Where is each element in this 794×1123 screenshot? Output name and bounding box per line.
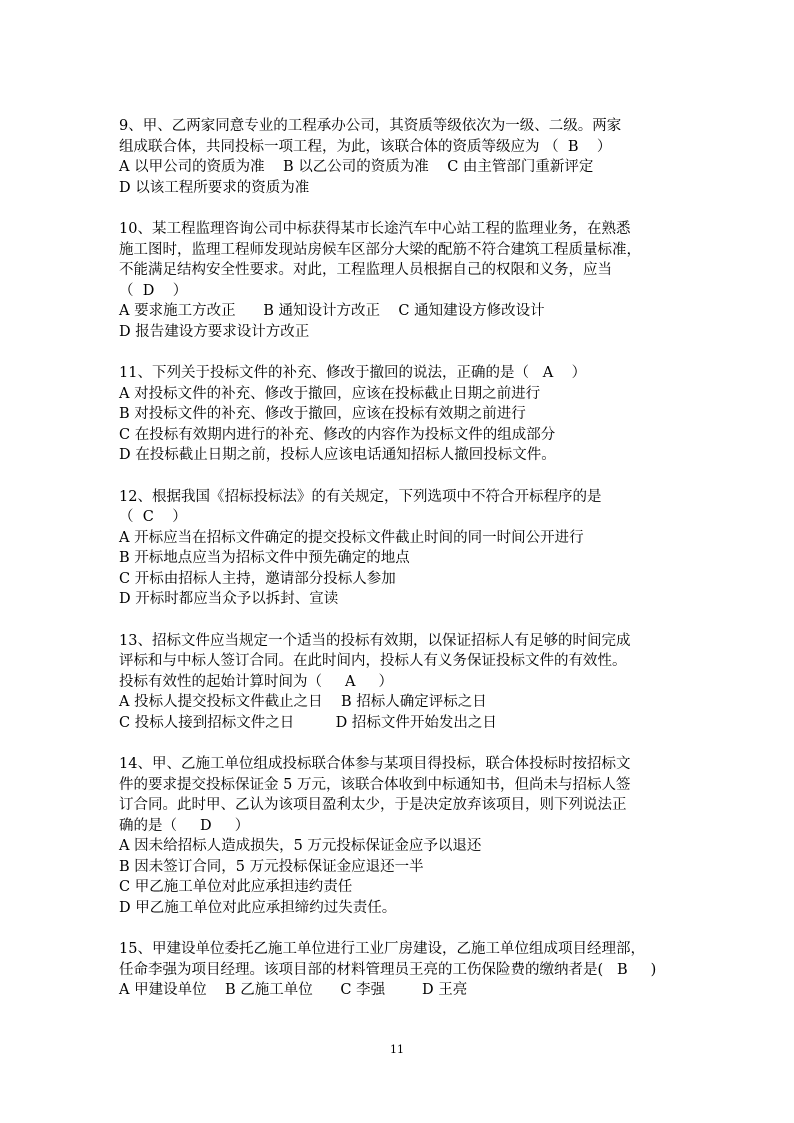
- answer-option-line: B 开标地点应当为招标文件中预先确定的地点: [119, 550, 410, 566]
- answer-option-line: A 要求施工方改正 B 通知设计方改正 C 通知建设方修改设计: [119, 303, 545, 319]
- question-stem-line: 11、下列关于投标文件的补充、修改于撤回的说法，正确的是（ A ）: [119, 365, 587, 381]
- question-stem-line: 订合同。此时甲、乙认为该项目盈利太少，于是决定放弃该项目，则下列说法正: [119, 797, 627, 813]
- answer-option-line: C 开标由招标人主持，邀请部分投标人参加: [119, 570, 396, 587]
- question-stem-line: 确的是（ D ）: [119, 817, 250, 834]
- question-stem-line: 12、根据我国《招标投标法》的有关规定，下列选项中不符合开标程序的是: [119, 488, 602, 505]
- question-stem-line: 不能满足结构安全性要求。对此，工程监理人员根据自己的权限和义务，应当: [119, 262, 612, 278]
- page-number: 11: [390, 1043, 404, 1056]
- question-block: [119, 631, 679, 734]
- question-stem-line: 15、甲建设单位委托乙施工单位进行工业厂房建设，乙施工单位组成项目经理部，: [119, 941, 645, 957]
- question-block: [119, 939, 679, 1001]
- answer-option-line: A 以甲公司的资质为准 B 以乙公司的资质为准 C 由主管部门重新评定: [119, 159, 594, 175]
- question-stem-line: 件的要求提交投标保证金 5 万元，该联合体收到中标通知书，但尚未与招标人签: [119, 776, 631, 793]
- answer-option-line: D 报告建设方要求设计方改正: [119, 323, 310, 340]
- answer-option-line: D 以该工程所要求的资质为准: [119, 179, 310, 196]
- answer-option-line: D 开标时都应当众予以拆封、宣读: [119, 591, 339, 607]
- question-stem-line: 施工图时，监理工程师发现站房候车区部分大梁的配筋不符合建筑工程质量标准，: [119, 241, 641, 258]
- question-stem-line: 投标有效性的起始计算时间为（ A ）: [119, 673, 394, 690]
- question-stem-line: （ D ）: [119, 282, 188, 299]
- question-stem-line: 14、甲、乙施工单位组成投标联合体参与某项目得投标，联合体投标时按招标文: [119, 756, 631, 772]
- answer-option-line: A 投标人提交投标文件截止之日 B 招标人确定评标之日: [119, 694, 487, 710]
- question-stem-line: （ C ）: [119, 509, 187, 525]
- question-list: [119, 116, 679, 1022]
- answer-option-line: A 甲建设单位 B 乙施工单位 C 李强 D 王亮: [119, 982, 468, 998]
- answer-option-line: D 在投标截止日期之前，投标人应该电话通知招标人撤回投标文件。: [119, 447, 556, 463]
- question-stem-line: 组成联合体，共同投标一项工程，为此，该联合体的资质等级应为 （ B ）: [119, 138, 612, 155]
- question-stem-line: 评标和与中标人签订合同。在此时间内，投标人有义务保证投标文件的有效性。: [119, 653, 627, 669]
- question-stem-line: 任命李强为项目经理。该项目部的材料管理员王亮的工伤保险费的缴纳者是( B ): [119, 961, 657, 978]
- question-stem-line: 9、甲、乙两家同意专业的工程承办公司，其资质等级依次为一级、二级。两家: [119, 118, 622, 134]
- answer-option-line: A 因未给招标人造成损失，5 万元投标保证金应予以退还: [119, 838, 482, 854]
- answer-option-line: B 对投标文件的补充、修改于撤回，应该在投标有效期之前进行: [119, 406, 526, 422]
- question-block: [119, 754, 679, 918]
- answer-option-line: C 在投标有效期内进行的补充、修改的内容作为投标文件的组成部分: [119, 426, 556, 443]
- answer-option-line: C 甲乙施工单位对此应承担违约责任: [119, 879, 353, 895]
- answer-option-line: B 因未签订合同，5 万元投标保证金应退还一半: [119, 858, 424, 875]
- question-block: [119, 487, 679, 610]
- answer-option-line: C 投标人接到招标文件之日 D 招标文件开始发出之日: [119, 714, 497, 731]
- question-block: [119, 219, 679, 342]
- answer-option-line: D 甲乙施工单位对此应承担缔约过失责任。: [119, 899, 397, 916]
- answer-option-line: A 对投标文件的补充、修改于撤回，应该在投标截止日期之前进行: [119, 385, 541, 402]
- question-stem-line: 10、某工程监理咨询公司中标获得某市长途汽车中心站工程的监理业务，在熟悉: [119, 221, 631, 237]
- question-block: [119, 116, 679, 198]
- question-stem-line: 13、招标文件应当规定一个适当的投标有效期，以保证招标人有足够的时间完成: [119, 632, 631, 649]
- question-block: [119, 363, 679, 466]
- answer-option-line: A 开标应当在招标文件确定的提交投标文件截止时间的同一时间公开进行: [119, 529, 584, 546]
